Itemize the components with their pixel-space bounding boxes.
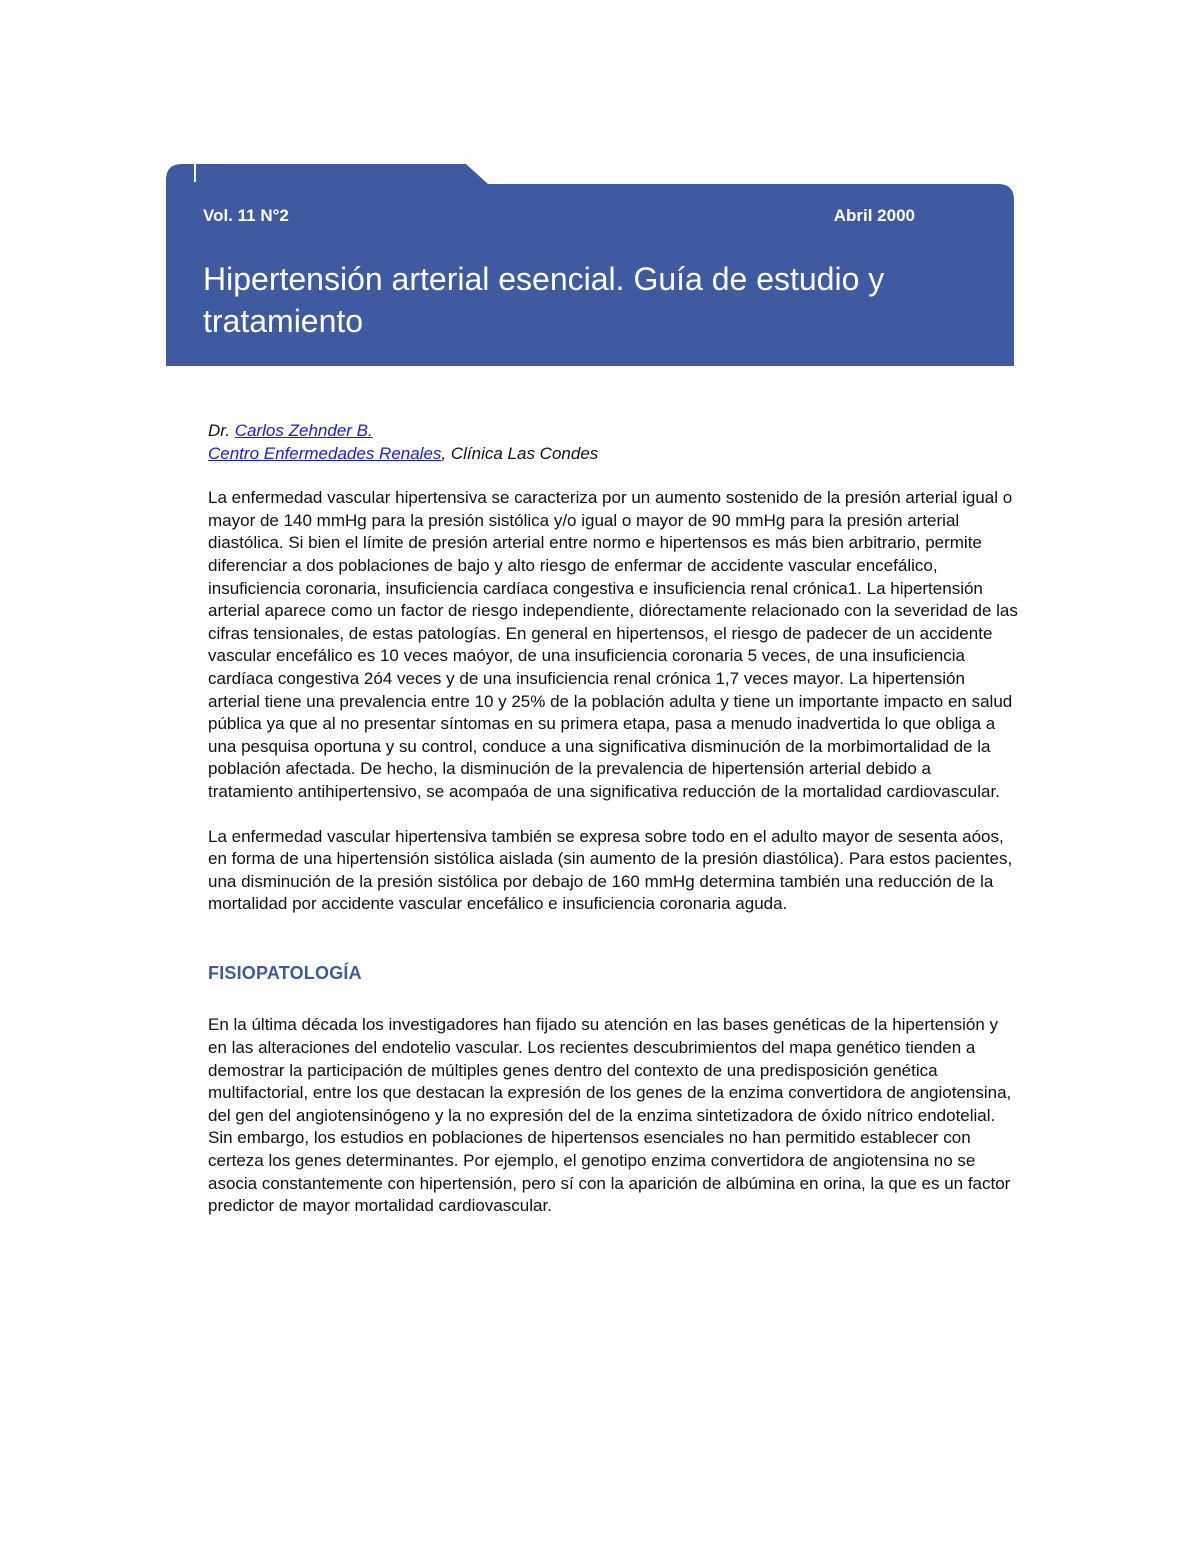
department-link[interactable]: Centro Enfermedades Renales (208, 443, 442, 463)
section-heading: FISIOPATOLOGÍA (208, 962, 362, 983)
section-paragraph-2: Sin embargo, los estudios en poblaciones de hipertensos esenciales no han permitido establecer con certeza los genes determinantes. Por ejemplo, el genotipo enzima convertidora de angiotensina no se asocia constantemente con hipertensión, pero sí con la aparición de albúmina en orina, la que es un factor predictor de mayor mortalidad cardiovascular. (208, 1128, 1011, 1216)
issue-date: Abril 2000 (833, 206, 915, 225)
header-meta (203, 206, 915, 230)
author-name-link[interactable]: Carlos Zehnder B. (234, 421, 373, 440)
article-body (208, 420, 1018, 1218)
author-prefix: Dr. (208, 421, 235, 440)
affiliation-line (208, 443, 1018, 466)
intro-paragraph-1: La enfermedad vascular hipertensiva se caracteriza por un aumento sostenido de la presión arterial igual o mayor de 140 mmHg para la presión sistólica y/o igual o mayor de 90 mmHg para la presión arterial diastólica. Si bien el límite de presión arterial entre normo e hipertensos es más bien arbitrario, permite diferenciar a dos poblaciones de bajo y alto riesgo de enfermar de accidente vascular encefálico, insuficiencia coronaria, insuficiencia cardíaca congestiva e insuficiencia renal crónica1. La hipertensión arterial aparece como un factor de riesgo independiente, diórectamente relacionado con la severidad de las cifras tensionales, de estas patologías. En general en hipertensos, el riesgo de padecer de un accidente vascular encefálico es 10 veces maóyor, de una insuficiencia coronaria 5 veces, de una insuficiencia cardíaca congestiva 2ó4 veces y de una insuficiencia renal crónica 1,7 veces mayor. La hipertensión arterial tiene una prevalencia entre 10 y 25% de la población adulta y tiene un importante impacto en salud pública ya que al no presentar síntomas en su primera etapa, pasa a menudo inadvertida lo que obliga a una pesquisa oportuna y su control, conduce a una significativa disminución de la morbimortalidad de la población afectada. De hecho, la disminución de la prevalencia de hipertensión arterial debido a tratamiento antihipertensivo, se acompaóa de una significativa reducción de la mortalidad cardiovascular. (208, 488, 1018, 801)
intro-paragraph-2: La enfermedad vascular hipertensiva también se expresa sobre todo en el adulto mayor de sesenta aóos, en forma de una hipertensión sistólica aislada (sin aumento de la presión diastólica). Para estos pacientes, una disminución de la presión sistólica por debajo de 160 mmHg determina también una reducción de la mortalidad por accidente vascular encefálico e insuficiencia coronaria aguda. (208, 826, 1013, 914)
volume-number: Vol. 11 N°2 (203, 206, 289, 225)
institution-text: , Clínica Las Condes (441, 443, 599, 463)
page-title: Hipertensión arterial esencial. Guía de estudio y tratamiento (203, 261, 885, 339)
author-block (208, 420, 1018, 465)
section-paragraph-1: En la última década los investigadores han fijado su atención en las bases genéticas de la hipertensión y en las alteraciones del endotelio vascular. Los recientes descubrimientos del mapa genético tienden a demostrar la participación de múltiples genes dentro del contexto de una predisposición genética multifactorial, entre los que destacan la expresión de los genes de la enzima convertidora de angiotensina, del gen del angiotensinógeno y la no expresión del de la enzima sintetizadora de óxido nítrico endotelial. (208, 1015, 1012, 1125)
author-line (208, 420, 1018, 443)
